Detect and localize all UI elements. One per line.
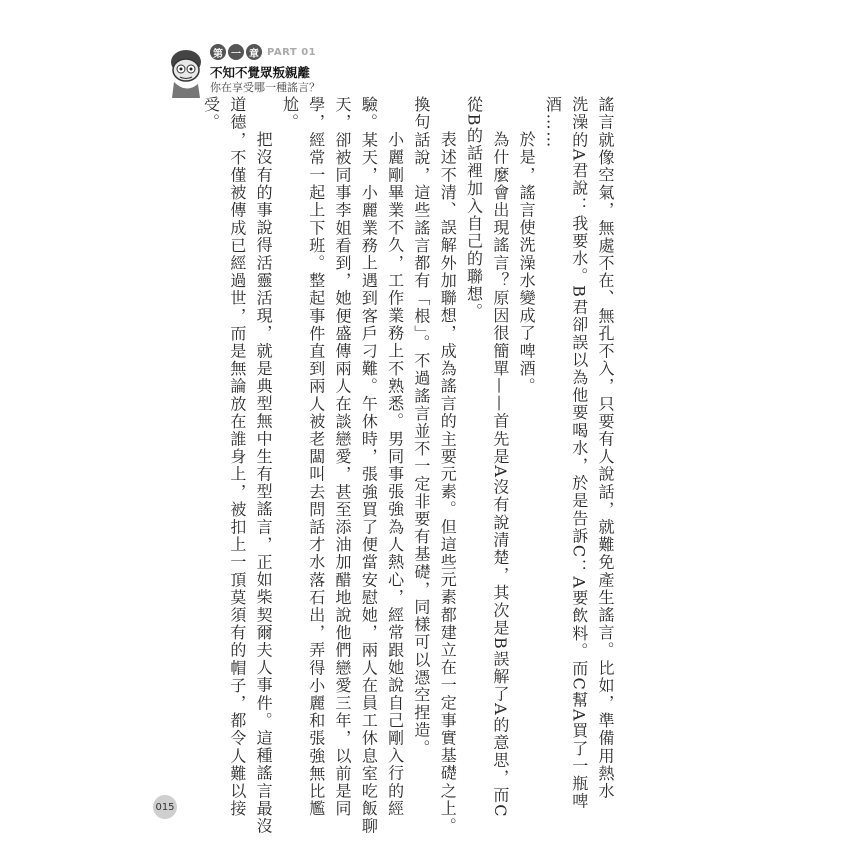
text-column: 尬。 <box>280 96 300 132</box>
text-column: 於是，謠言使洗澡水變成了啤酒。 <box>517 131 537 395</box>
chapter-label <box>210 44 316 60</box>
text-column: 為什麼會出現謠言？原因很簡單——首先是A沒有說清楚，其次是B誤解了A的意思，而C <box>490 131 510 819</box>
part-label: PART 01 <box>267 46 317 58</box>
text-column: 謠言就像空氣，無處不在、無孔不入，只要有人說話，就難免產生謠言。比如，準備用熱水 <box>596 96 615 800</box>
chapter-char: 第 <box>210 44 226 60</box>
text-column: 天，卻被同事李姐看到，她便盛傳兩人在談戀愛，甚至添油加醋地說他們戀愛三年，以前是同 <box>333 96 353 818</box>
text-column: 學，經常一起上下班。整起事件直到兩人被老闆叫去問話才水落石出，弄得小麗和張強無比尷 <box>306 96 326 818</box>
chapter-title: 不知不覺眾叛親離 <box>210 65 311 80</box>
text-column: 驗。某天，小麗業務上遇到客戶刁難。午休時，張強買了便當安慰她，兩人在員工休息室吃飯聊 <box>359 96 379 836</box>
chapter-subtitle: 你在享受哪一種謠言？ <box>210 81 320 94</box>
text-column: 洗澡的A君說：我要水。B君卻誤以為他要喝水，於是告訴C：A要飲料。而C幫A買了一瓶啤 <box>569 96 589 811</box>
text-column: 小麗剛畢業不久，工作業務上不熟悉。男同事張強為人熱心，經常跟她說自己剛入行的經 <box>385 131 405 818</box>
page-number: 015 <box>153 795 177 819</box>
cartoon-mascot-icon <box>166 46 206 98</box>
text-column: 表述不清、誤解外加聯想，成為謠言的主要元素。但這些元素都建立在一定事實基礎之上。 <box>438 131 458 835</box>
text-column: 換句話說，這些謠言都有「根」。不過謠言並不一定非要有基礎，同樣可以憑空捏造。 <box>411 96 431 757</box>
body-text <box>197 96 618 836</box>
text-column: 從B的話裡加入自己的聯想。 <box>464 96 484 321</box>
text-column: 酒…… <box>543 96 563 149</box>
text-column: 把沒有的事說得活靈活現，就是典型無中生有型謠言，正如柴契爾夫人事件。這種謠言最沒 <box>254 131 274 835</box>
chapter-char: 一 <box>228 44 244 60</box>
text-column: 受。 <box>201 96 221 132</box>
text-column: 道德，不僅被傳成已經過世，而是無論放在誰身上，被扣上一頂莫須有的帽子，都令人難以接 <box>227 96 247 818</box>
chapter-char: 章 <box>246 44 262 60</box>
